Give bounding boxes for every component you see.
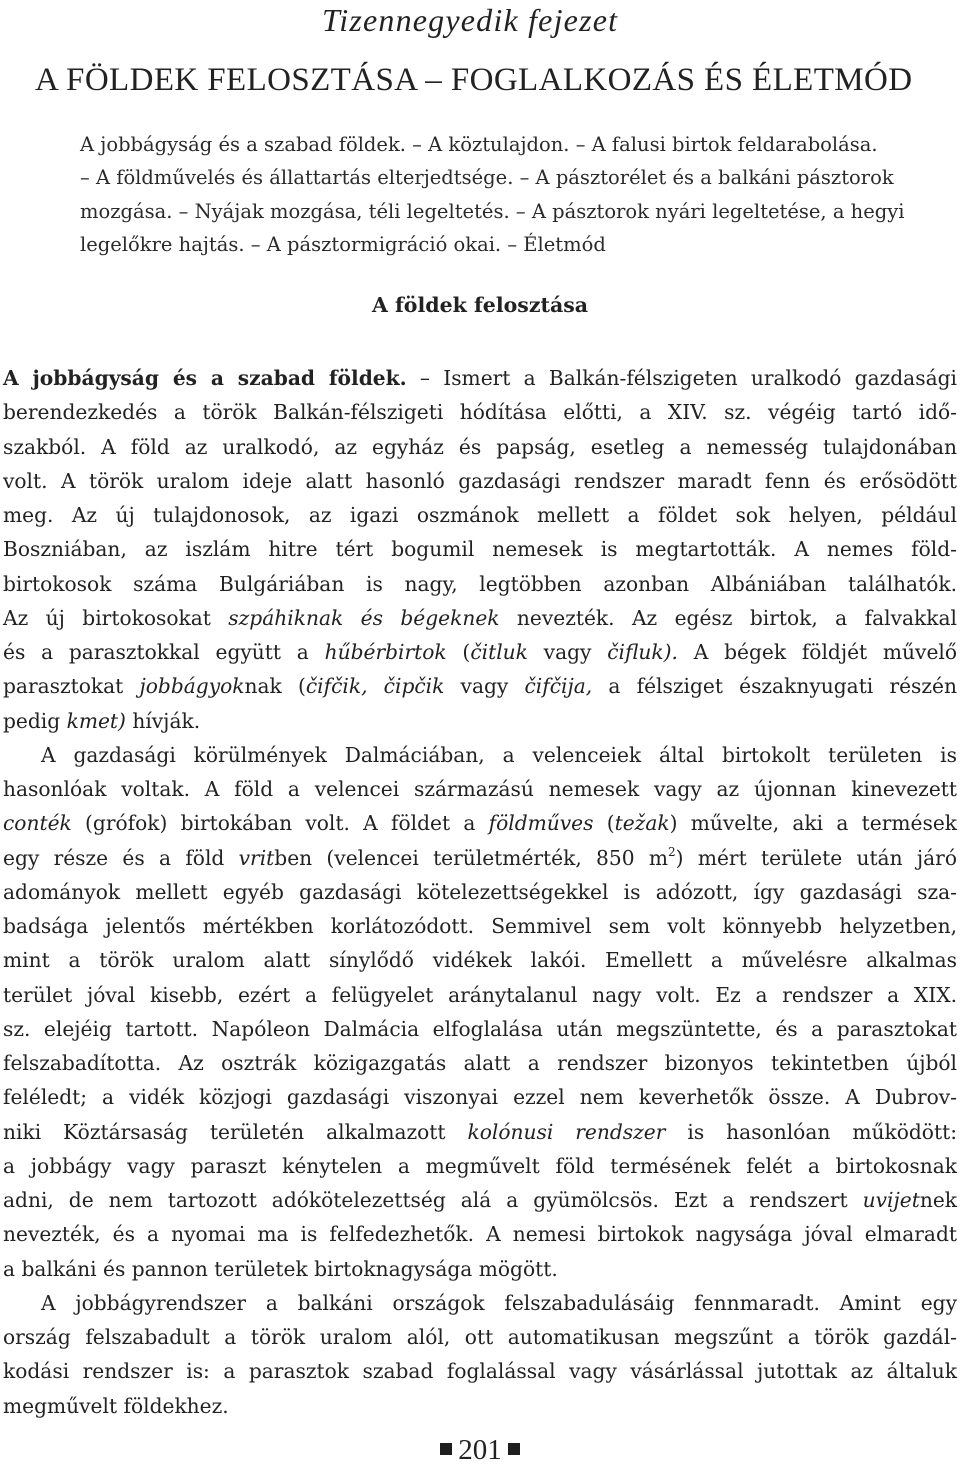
text-line: a jobbágy vagy paraszt kénytelen a megművelt föld termésének felét a birtokosnak — [3, 1153, 957, 1178]
square-bullet-icon — [508, 1443, 520, 1455]
text-line: kodási rendszer is: a parasztok szabad foglalással vagy vásárlással jutottak az általuk — [3, 1359, 957, 1384]
summary-line: mozgása. – Nyájak mozgása, téli legeltetés. – A pásztorok nyári legeltetése, a hegyi — [80, 199, 905, 223]
run-in-heading: A jobbágyság és a szabad földek. — [3, 366, 407, 390]
text-line: szakból. A föld az uralkodó, az egyház és papság, esetleg a nemesség tulajdonában — [3, 434, 957, 459]
chapter-summary — [80, 128, 950, 261]
square-bullet-icon — [440, 1443, 452, 1455]
text-line: ország felszabadult a török uralom alól, ott automatikusan megszűnt a török gazdál- — [3, 1325, 957, 1349]
text-line: terület jóval kisebb, ezért a felügyelet aránytalanul nagy volt. Ez a rendszer a XIX. — [3, 982, 957, 1007]
text-line: birtokosok száma Bulgáriában is nagy, legtöbben azonban Albániában találhatók. — [3, 571, 957, 596]
text-line: sz. elejéig tartott. Napóleon Dalmácia elfoglalása után megszüntette, és a parasztokat — [3, 1016, 957, 1041]
text-line: felszabadította. Az osztrák közigazgatás alatt a rendszer bizonyos tekintetben újból — [3, 1051, 957, 1075]
text-line: mint a török uralom alatt sínylődő vidékek lakói. Emellett a művelésre alkalmas — [3, 948, 957, 973]
text-line: meg. Az új tulajdonosok, az igazi oszmánok mellett a földet sok helyen, például — [3, 503, 957, 527]
text-line: nevezték, és a nyomai ma is felfedezhetők. A nemesi birtokok nagysága jóval elmaradt — [3, 1222, 957, 1247]
page-number: 201 — [458, 1434, 502, 1466]
text-line: adományok mellett egyéb gazdasági kötelezettségekkel is adózott, így gazdasági sza- — [3, 879, 957, 904]
summary-line: A jobbágyság és a szabad földek. – A köztulajdon. – A falusi birtok feldarabolása. — [80, 133, 878, 156]
text-line: Az új birtokosokat szpáhiknak és bégeknek nevezték. Az egész birtok, a falvakkal — [3, 605, 957, 630]
section-heading: A földek felosztása — [371, 293, 589, 317]
text-line: conték (grófok) birtokában volt. A földet a földműves (težak) művelte, aki a termések — [3, 811, 957, 836]
text-line: A jobbágyság és a szabad földek. – Ismert a Balkán-félszigeten uralkodó gazdasági — [3, 366, 957, 390]
summary-line: legelőkre hajtás. – A pásztormigráció okai. – Életmód — [80, 232, 606, 256]
text-line: A jobbágyrendszer a balkáni országok felszabadulásáig fennmaradt. Amint egy — [41, 1290, 957, 1315]
text-line: parasztokat jobbágyoknak (čifčik, čipčik vagy čifčija, a félsziget északnyugati részén — [3, 674, 957, 699]
text-line: a balkáni és pannon területek birtoknagysága mögött. — [3, 1256, 558, 1281]
text-line: niki Köztársaság területén alkalmazott kolónusi rendszer is hasonlóan működött: — [3, 1119, 957, 1144]
text-line: hasonlóak voltak. A föld a velencei származású nemesek vagy az újonnan kinevezett — [3, 777, 957, 801]
chapter-label: Tizennegyedik fejezet — [322, 2, 619, 38]
text-line: feléledt; a vidék közjogi gazdasági viszonyai ezzel nem keverhetők össze. A Dubrov- — [3, 1085, 957, 1110]
text-line: pedig kmet) hívják. — [3, 708, 201, 733]
body-text — [3, 361, 957, 1423]
text-line: volt. A török uralom ideje alatt hasonló gazdasági rendszer maradt fenn és erősödött — [3, 468, 957, 493]
page-footer — [0, 1434, 960, 1467]
chapter-title: A FÖLDEK FELOSZTÁSA – FOGLALKOZÁS ÉS ÉLETMÓD — [35, 62, 913, 98]
text-line: Boszniában, az iszlám hitre tért bogumil nemesek is megtartották. A nemes föld- — [3, 537, 957, 562]
text-line: A gazdasági körülmények Dalmáciában, a velenceiek által birtokolt területen is — [41, 742, 957, 767]
text-line: egy része és a föld vritben (velencei területmérték, 850 $m^2$) mért területe után járó — [3, 844, 957, 870]
text-line: badsága jelentős mértékben korlátozódott. Semmivel sem volt könnyebb helyzetben, — [3, 914, 957, 938]
text-line: megművelt földekhez. — [3, 1393, 229, 1418]
text-line: és a parasztokkal együtt a hűbérbirtok (čitluk vagy čifluk). A bégek földjét művelő — [3, 640, 958, 664]
summary-line: – A földművelés és állattartás elterjedtsége. – A pásztorélet és a balkáni pásztorok — [80, 166, 894, 190]
text-line: berendezkedés a török Balkán-félszigeti hódítása előtti, a XIV. sz. végéig tartó idő- — [3, 400, 957, 425]
text-line: adni, de nem tartozott adókötelezettség alá a gyümölcsös. Ezt a rendszert uvijetnek — [3, 1188, 957, 1212]
